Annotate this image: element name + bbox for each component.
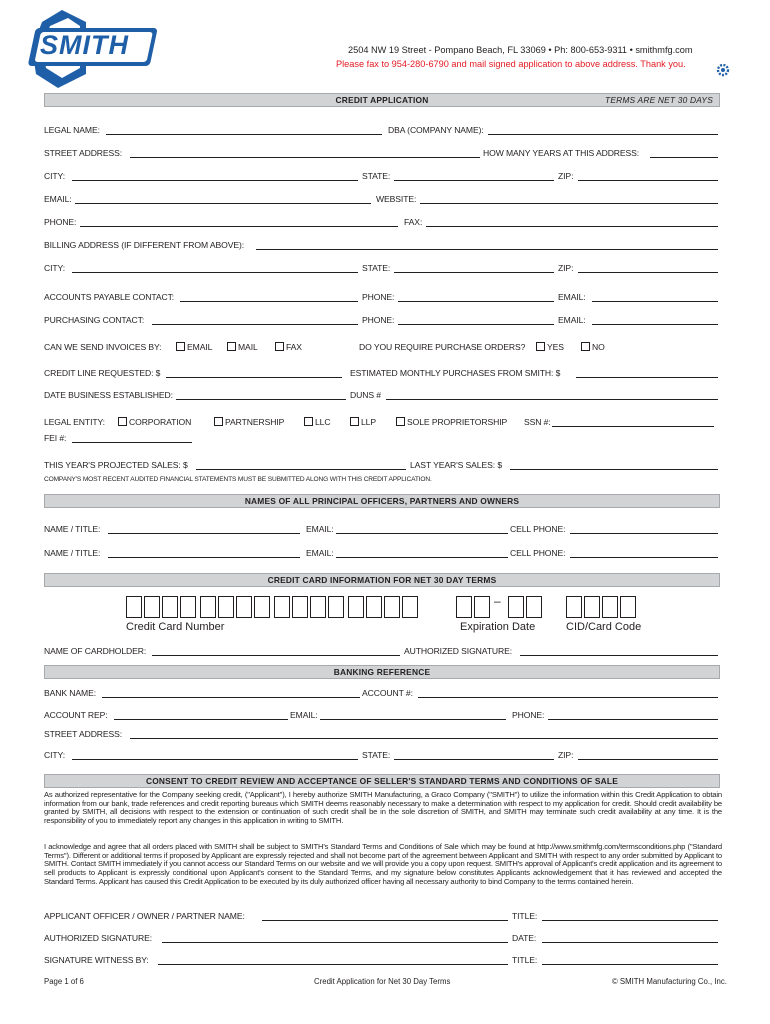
po-question-label: DO YOU REQUIRE PURCHASE ORDERS?: [359, 342, 526, 352]
city-label: CITY:: [44, 171, 65, 181]
billing-address-label: BILLING ADDRESS (IF DIFFERENT FROM ABOVE):: [44, 240, 245, 250]
card-digit-box[interactable]: [236, 596, 252, 618]
bank-street-field[interactable]: [130, 738, 718, 739]
exp-month-box-1[interactable]: [456, 596, 472, 618]
bank-phone-label: PHONE:: [512, 710, 545, 720]
entity-llc-checkbox[interactable]: [304, 417, 313, 426]
credit-card-bar: CREDIT CARD INFORMATION FOR NET 30 DAY TERMS: [44, 573, 720, 587]
expiration-caption: Expiration Date: [460, 621, 536, 633]
entity-partnership-label: PARTNERSHIP: [225, 417, 285, 427]
bank-name-field[interactable]: [102, 697, 360, 698]
fei-label: FEI #:: [44, 433, 67, 443]
city-field[interactable]: [72, 180, 358, 181]
last-year-sales-label: LAST YEAR'S SALES: $: [410, 460, 502, 470]
bank-phone-field[interactable]: [548, 719, 718, 720]
purchasing-phone-field[interactable]: [398, 324, 554, 325]
this-year-sales-field[interactable]: [196, 469, 406, 470]
po-yes-option[interactable]: [536, 342, 564, 352]
email-field[interactable]: [75, 203, 371, 204]
ap-email-field[interactable]: [592, 301, 718, 302]
officer-1-name-field[interactable]: [108, 533, 300, 534]
bank-zip-label: ZIP:: [558, 750, 574, 760]
bank-account-label: ACCOUNT #:: [362, 688, 413, 698]
entity-corporation-label: CORPORATION: [129, 417, 192, 427]
card-digit-box[interactable]: [366, 596, 382, 618]
officer-2-email-field[interactable]: [336, 557, 508, 558]
officer-2-name-label: NAME / TITLE:: [44, 548, 101, 558]
phone-field[interactable]: [80, 226, 398, 227]
po-yes-label: YES: [547, 342, 564, 352]
entity-sole-label: SOLE PROPRIETORSHIP: [407, 417, 508, 427]
estimated-monthly-field[interactable]: [576, 377, 718, 378]
officer-1-name-label: NAME / TITLE:: [44, 524, 101, 534]
website-label: WEBSITE:: [376, 194, 417, 204]
billing-city-field[interactable]: [72, 272, 358, 273]
years-at-address-label: HOW MANY YEARS AT THIS ADDRESS:: [483, 148, 640, 158]
banking-reference-bar: BANKING REFERENCE: [44, 665, 720, 679]
duns-field[interactable]: [386, 399, 718, 400]
authorized-signature-label: AUTHORIZED SIGNATURE:: [44, 933, 153, 943]
terms-note: TERMS ARE NET 30 DAYS: [605, 95, 713, 105]
entity-llc-label: LLC: [315, 417, 331, 427]
bank-account-field[interactable]: [418, 697, 718, 698]
fax-field[interactable]: [426, 226, 718, 227]
cid-box-4[interactable]: [620, 596, 636, 618]
witness-title-label: TITLE:: [512, 955, 538, 965]
bank-city-field[interactable]: [72, 759, 358, 760]
entity-partnership-checkbox[interactable]: [214, 417, 223, 426]
card-digit-box[interactable]: [218, 596, 234, 618]
bank-state-field[interactable]: [394, 759, 554, 760]
credit-line-label: CREDIT LINE REQUESTED: $: [44, 368, 161, 378]
card-digit-box[interactable]: [126, 596, 142, 618]
witness-field[interactable]: [158, 964, 508, 965]
duns-label: DUNS #: [350, 390, 381, 400]
billing-address-field[interactable]: [256, 249, 718, 250]
credit-application-title: CREDIT APPLICATION: [335, 95, 429, 105]
invoice-mail-checkbox[interactable]: [227, 342, 236, 351]
account-rep-field[interactable]: [114, 719, 288, 720]
officer-name-label: APPLICANT OFFICER / OWNER / PARTNER NAME:: [44, 911, 245, 921]
bank-city-label: CITY:: [44, 750, 65, 760]
cid-caption: CID/Card Code: [566, 621, 642, 633]
card-digit-box[interactable]: [200, 596, 216, 618]
bank-street-label: STREET ADDRESS:: [44, 729, 123, 739]
legal-entity-label: LEGAL ENTITY:: [44, 417, 105, 427]
last-year-sales-field[interactable]: [510, 469, 718, 470]
card-digit-box[interactable]: [384, 596, 400, 618]
invoice-email-label: EMAIL: [187, 342, 213, 352]
ssn-label: SSN #:: [524, 417, 551, 427]
exp-year-box-1[interactable]: [508, 596, 524, 618]
website-field[interactable]: [420, 203, 718, 204]
po-no-label: NO: [592, 342, 605, 352]
card-digit-box[interactable]: [328, 596, 344, 618]
card-digit-box[interactable]: [180, 596, 196, 618]
state-label: STATE:: [362, 171, 391, 181]
dba-label: DBA (COMPANY NAME):: [388, 125, 484, 135]
street-address-label: STREET ADDRESS:: [44, 148, 123, 158]
fax-instructions: Please fax to 954-280-6790 and mail signed application to above address. Thank you.: [336, 59, 686, 69]
officers-bar: NAMES OF ALL PRINCIPAL OFFICERS, PARTNERS AND OWNERS: [44, 494, 720, 508]
email-label: EMAIL:: [44, 194, 72, 204]
officer-1-email-field[interactable]: [336, 533, 508, 534]
legal-name-field[interactable]: [106, 134, 382, 135]
entity-partnership-option[interactable]: [214, 417, 284, 427]
page-number: Page 1 of 6: [44, 977, 84, 986]
officer-1-email-label: EMAIL:: [306, 524, 334, 534]
ap-contact-label: ACCOUNTS PAYABLE CONTACT:: [44, 292, 175, 302]
logo-text: SMITH: [40, 30, 129, 60]
smith-logo: [28, 8, 168, 96]
invoice-method-question: [44, 342, 161, 352]
bank-name-label: BANK NAME:: [44, 688, 97, 698]
cardholder-field[interactable]: [152, 655, 400, 656]
estimated-monthly-label: ESTIMATED MONTHLY PURCHASES FROM SMITH: $: [350, 368, 561, 378]
entity-llp-label: LLP: [361, 417, 376, 427]
date-established-field[interactable]: [176, 399, 346, 400]
card-digit-box[interactable]: [144, 596, 160, 618]
ap-email-label: EMAIL:: [558, 292, 586, 302]
purchasing-email-label: EMAIL:: [558, 315, 586, 325]
officer-2-cell-field[interactable]: [570, 557, 718, 558]
gear-icon: [716, 63, 730, 82]
years-at-address-field[interactable]: [650, 157, 718, 158]
cid-box-1[interactable]: [566, 596, 582, 618]
purchasing-contact-label: PURCHASING CONTACT:: [44, 315, 145, 325]
footer-copyright: © SMITH Manufacturing Co., Inc.: [612, 977, 727, 986]
bank-zip-field[interactable]: [578, 759, 718, 760]
credit-application-bar: [44, 93, 720, 107]
billing-state-label: STATE:: [362, 263, 391, 273]
officer-2-name-field[interactable]: [108, 557, 300, 558]
exp-year-box-2[interactable]: [526, 596, 542, 618]
company-address: 2504 NW 19 Street - Pompano Beach, FL 33069 • Ph: 800-653-9311 • smithmfg.com: [348, 45, 693, 55]
account-rep-label: ACCOUNT REP:: [44, 710, 108, 720]
signer-title-field[interactable]: [542, 920, 718, 921]
bank-state-label: STATE:: [362, 750, 391, 760]
state-field[interactable]: [394, 180, 554, 181]
zip-field[interactable]: [578, 180, 718, 181]
card-digit-box[interactable]: [402, 596, 418, 618]
entity-llc-option[interactable]: [304, 417, 330, 427]
dba-field[interactable]: [488, 134, 718, 135]
cardholder-label: NAME OF CARDHOLDER:: [44, 646, 147, 656]
this-year-sales-label: THIS YEAR'S PROJECTED SALES: $: [44, 460, 188, 470]
entity-llp-option[interactable]: [350, 417, 376, 427]
signer-title-label: TITLE:: [512, 911, 538, 921]
financial-statement-note: COMPANY'S MOST RECENT AUDITED FINANCIAL STATEMENTS MUST BE SUBMITTED ALONG WITH THIS CREDIT APPLICATION.: [44, 476, 432, 483]
billing-zip-label: ZIP:: [558, 263, 574, 273]
officer-2-cell-label: CELL PHONE:: [510, 548, 566, 558]
card-digit-box[interactable]: [162, 596, 178, 618]
ap-phone-label: PHONE:: [362, 292, 395, 302]
invoice-mail-label: MAIL: [238, 342, 258, 352]
invoice-method-label: CAN WE SEND INVOICES BY:: [44, 342, 162, 352]
entity-llp-checkbox[interactable]: [350, 417, 359, 426]
authorized-signature-field[interactable]: [162, 942, 508, 943]
invoice-fax-checkbox[interactable]: [275, 342, 284, 351]
invoice-fax-label: FAX: [286, 342, 302, 352]
witness-label: SIGNATURE WITNESS BY:: [44, 955, 149, 965]
entity-corporation-option[interactable]: [118, 417, 191, 427]
officer-2-email-label: EMAIL:: [306, 548, 334, 558]
officer-1-cell-label: CELL PHONE:: [510, 524, 566, 534]
entity-sole-checkbox[interactable]: [396, 417, 405, 426]
billing-city-label: CITY:: [44, 263, 65, 273]
card-number-caption: Credit Card Number: [126, 621, 225, 633]
officer-1-cell-field[interactable]: [570, 533, 718, 534]
zip-label: ZIP:: [558, 171, 574, 181]
purchasing-phone-label: PHONE:: [362, 315, 395, 325]
billing-state-field[interactable]: [394, 272, 554, 273]
cid-box-2[interactable]: [584, 596, 600, 618]
card-digit-box[interactable]: [348, 596, 364, 618]
exp-month-box-2[interactable]: [474, 596, 490, 618]
bank-email-field[interactable]: [320, 719, 506, 720]
signature-date-field[interactable]: [542, 942, 718, 943]
ap-contact-field[interactable]: [180, 301, 358, 302]
purchasing-email-field[interactable]: [592, 324, 718, 325]
signature-date-label: DATE:: [512, 933, 537, 943]
invoice-email-checkbox[interactable]: [176, 342, 185, 351]
cid-box-3[interactable]: [602, 596, 618, 618]
billing-zip-field[interactable]: [578, 272, 718, 273]
card-digit-box[interactable]: [310, 596, 326, 618]
card-digit-box[interactable]: [274, 596, 290, 618]
witness-title-field[interactable]: [542, 964, 718, 965]
po-yes-checkbox[interactable]: [536, 342, 545, 351]
footer-document-title: Credit Application for Net 30 Day Terms: [314, 977, 451, 986]
card-auth-signature-label: AUTHORIZED SIGNATURE:: [404, 646, 513, 656]
ap-phone-field[interactable]: [398, 301, 554, 302]
entity-corporation-checkbox[interactable]: [118, 417, 127, 426]
officer-name-field[interactable]: [262, 920, 508, 921]
fax-label: FAX:: [404, 217, 423, 227]
invoice-email-option[interactable]: [176, 342, 212, 352]
po-no-checkbox[interactable]: [581, 342, 590, 351]
invoice-mail-option[interactable]: [227, 342, 258, 352]
invoice-fax-option[interactable]: [275, 342, 302, 352]
date-established-label: DATE BUSINESS ESTABLISHED:: [44, 390, 173, 400]
exp-date-dash: –: [494, 594, 501, 608]
card-digit-box[interactable]: [292, 596, 308, 618]
consent-paragraph-2: I acknowledge and agree that all orders placed with SMITH shall be subject to SMITH's Standard Terms and Conditions of Sale which may be found at http://www.smithmfg.com/termsconditions.php ("Standard Terms"). Different or additional terms if proposed by Applicant are expressly rejected and shall not become part of the agreement between Applicant and SMITH with respect to any order submitted by Applicant to SMITH. Contact SMITH immediately if you cannot access our Standard Terms on our website and we will provide you a copy upon request. SMITH's approval of Applicant's credit application and its agreement to sell products to Applicant is expressly conditional upon Applicant's consent to the Standard Terms, and my signature below constitutes Applicants acknowledgement that it has reviewed and accepted the Standard Terms. Applicant has caused this Credit Application to be executed by its duly authorized officer having all necessary authority to bind Company to the terms contained herein.: [44, 842, 722, 886]
bank-email-label: EMAIL:: [290, 710, 318, 720]
fei-field[interactable]: [72, 442, 192, 443]
purchasing-contact-field[interactable]: [152, 324, 358, 325]
phone-label: PHONE:: [44, 217, 77, 227]
legal-name-label: LEGAL NAME:: [44, 125, 100, 135]
ssn-field[interactable]: [552, 426, 714, 427]
credit-line-field[interactable]: [166, 377, 342, 378]
street-address-field[interactable]: [130, 157, 480, 158]
entity-sole-option[interactable]: [396, 417, 507, 427]
card-auth-signature-field[interactable]: [520, 655, 718, 656]
consent-bar: CONSENT TO CREDIT REVIEW AND ACCEPTANCE OF SELLER'S STANDARD TERMS AND CONDITIONS OF SALE: [44, 774, 720, 788]
card-digit-box[interactable]: [254, 596, 270, 618]
consent-paragraph-1: As authorized representative for the Company seeking credit, ("Applicant"), I hereby authorize SMITH Manufacturing, a Graco Company ("SMITH") to utilize the information within this Credit Application to obtain information from our bank, trade references and credit reporting bureaus which SMITH deems reasonably necessary to make a determination with respect to my application for credit. Should credit availability be granted by SMITH, all decisions with respect to the extension or continuation of such credit shall be in the sole discretion of SMITH, and SMITH may terminate such credit availability at any time. It is the responsibility of you to immediately report any changes in this application in writing to SMITH.: [44, 790, 722, 826]
po-no-option[interactable]: [581, 342, 605, 352]
